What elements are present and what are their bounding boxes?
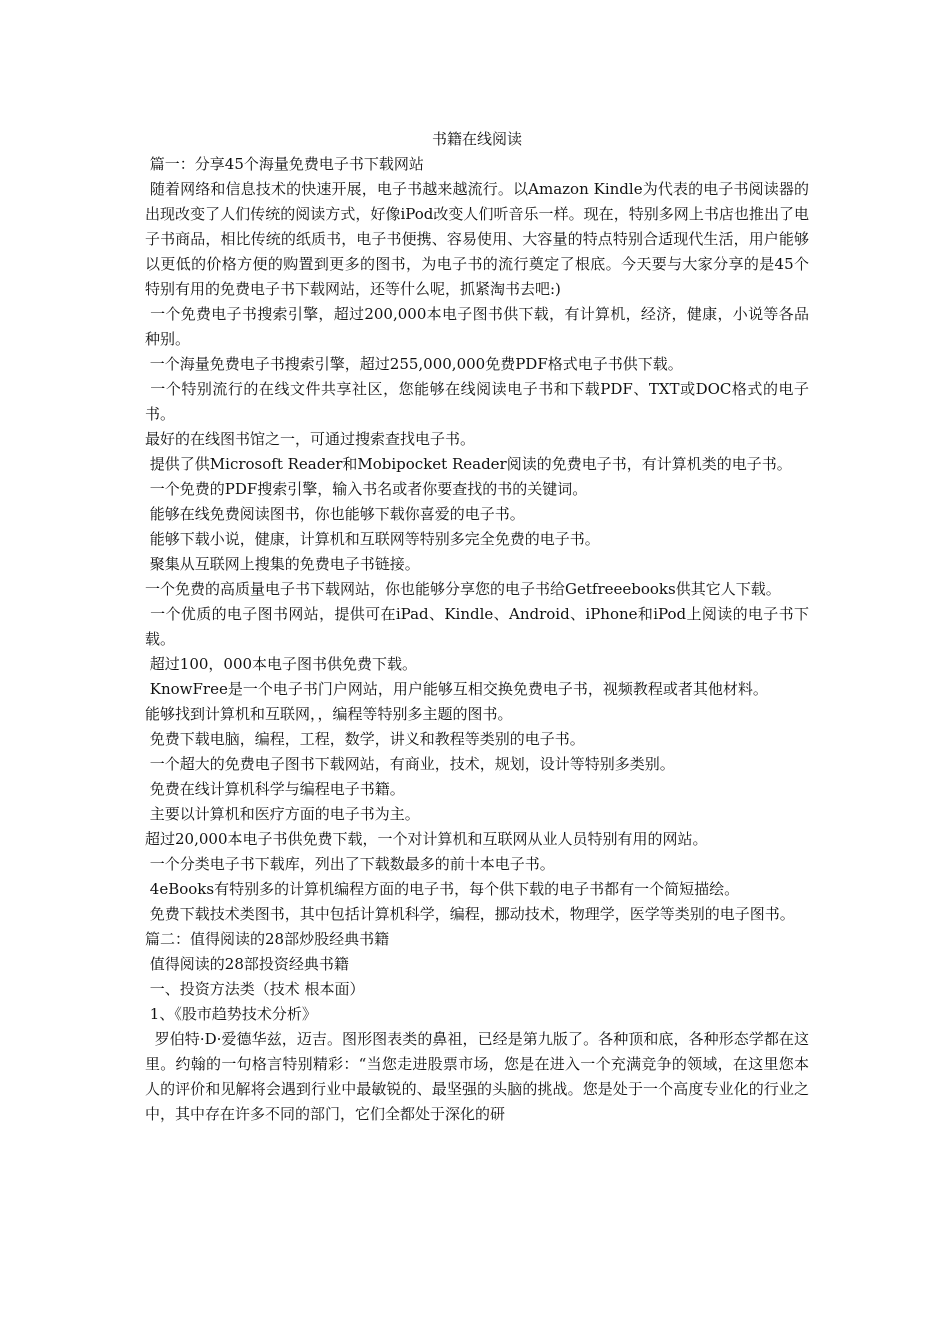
paragraph: 免费在线计算机科学与编程电子书籍。 xyxy=(145,780,405,798)
paragraph: 篇一：分享45个海量免费电子书下载网站 xyxy=(145,155,424,173)
paragraph: 能够找到计算机和互联网，，编程等特别多主题的图书。 xyxy=(145,705,513,723)
paragraph: 罗伯特·D·爱德华兹，迈吉。图形图表类的鼻祖，已经是第九版了。各种顶和底，各种形态学都在这里。约翰的一句格言特别精彩：“当您走进股票市场，您是在进入一个充满竞争的领域，在这里您本人的评价和见解将会遇到行业中最敏锐的、最坚强的头脑的挑战。您是处于一个高度专业化的行业之中，其中存在许多不同的部门，它们全都处于深化的研 xyxy=(145,1030,809,1123)
paragraph: 值得阅读的28部投资经典书籍 xyxy=(145,955,349,973)
paragraph: 超过100，000本电子图书供免费下载。 xyxy=(145,655,418,673)
paragraph: 4eBooks有特别多的计算机编程方面的电子书，每个供下载的电子书都有一个简短描绘。 xyxy=(145,880,740,898)
paragraph: 聚集从互联网上搜集的免费电子书链接。 xyxy=(145,555,420,573)
paragraph: 一个免费的PDF搜索引擎，输入书名或者你要查找的书的关键词。 xyxy=(145,480,588,498)
paragraph: 一个超大的免费电子图书下载网站，有商业，技术，规划，设计等特别多类别。 xyxy=(145,755,675,773)
paragraph: 1、《股市趋势技术分析》 xyxy=(145,1005,317,1023)
paragraph: 一个优质的电子图书网站，提供可在iPad、Kindle、Android、iPhone和iPod上阅读的电子书下载。 xyxy=(145,605,809,648)
paragraph: 最好的在线图书馆之一，可通过搜索查找电子书。 xyxy=(145,430,476,448)
paragraph: 一个特别流行的在线文件共享社区，您能够在线阅读电子书和下载PDF、TXT或DOC格式的电子书。 xyxy=(145,380,809,423)
paragraph: 主要以计算机和医疗方面的电子书为主。 xyxy=(145,805,420,823)
paragraph: 能够下载小说，健康，计算机和互联网等特别多完全免费的电子书。 xyxy=(145,530,600,548)
document-body xyxy=(145,152,809,1127)
paragraph: 超过20,000本电子书供免费下载，一个对计算机和互联网从业人员特别有用的网站。 xyxy=(145,830,708,848)
paragraph: KnowFree是一个电子书门户网站，用户能够互相交换免费电子书，视频教程或者其他材料。 xyxy=(145,680,768,698)
paragraph: 免费下载技术类图书，其中包括计算机科学，编程，挪动技术，物理学，医学等类别的电子图书。 xyxy=(145,905,795,923)
paragraph: 一个免费的高质量电子书下载网站，你也能够分享您的电子书给Getfreeebooks供其它人下载。 xyxy=(145,580,781,598)
paragraph: 一个分类电子书下载库，列出了下载数最多的前十本电子书。 xyxy=(145,855,555,873)
paragraph: 随着网络和信息技术的快速开展，电子书越来越流行。以Amazon Kindle为代表的电子书阅读器的出现改变了人们传统的阅读方式，好像iPod改变人们听音乐一样。现在，特别多网上书店也推出了电子书商品，相比传统的纸质书，电子书便携、容易使用、大容量的特点特别合适现代生活，用户能够以更低的价格方便的购置到更多的图书，为电子书的流行奠定了根底。今天要与大家分享的是45个特别有用的免费电子书下载网站，还等什么呢，抓紧淘书去吧:) xyxy=(145,180,809,298)
paragraph: 篇二：值得阅读的28部炒股经典书籍 xyxy=(145,930,390,948)
paragraph: 一个免费电子书搜索引擎，超过200,000本电子图书供下载，有计算机，经济，健康，小说等各品种别。 xyxy=(145,305,809,348)
page-title: 书籍在线阅读 xyxy=(431,130,522,148)
document-page xyxy=(145,127,809,1127)
paragraph: 免费下载电脑，编程，工程，数学，讲义和教程等类别的电子书。 xyxy=(145,730,585,748)
paragraph: 一个海量免费电子书搜索引擎，超过255,000,000免费PDF格式电子书供下载。 xyxy=(145,355,683,373)
paragraph: 提供了供Microsoft Reader和Mobipocket Reader阅读的免费电子书，有计算机类的电子书。 xyxy=(145,455,792,473)
paragraph: 一、投资方法类（技术 根本面） xyxy=(145,980,365,998)
paragraph: 能够在线免费阅读图书，你也能够下载你喜爱的电子书。 xyxy=(145,505,525,523)
